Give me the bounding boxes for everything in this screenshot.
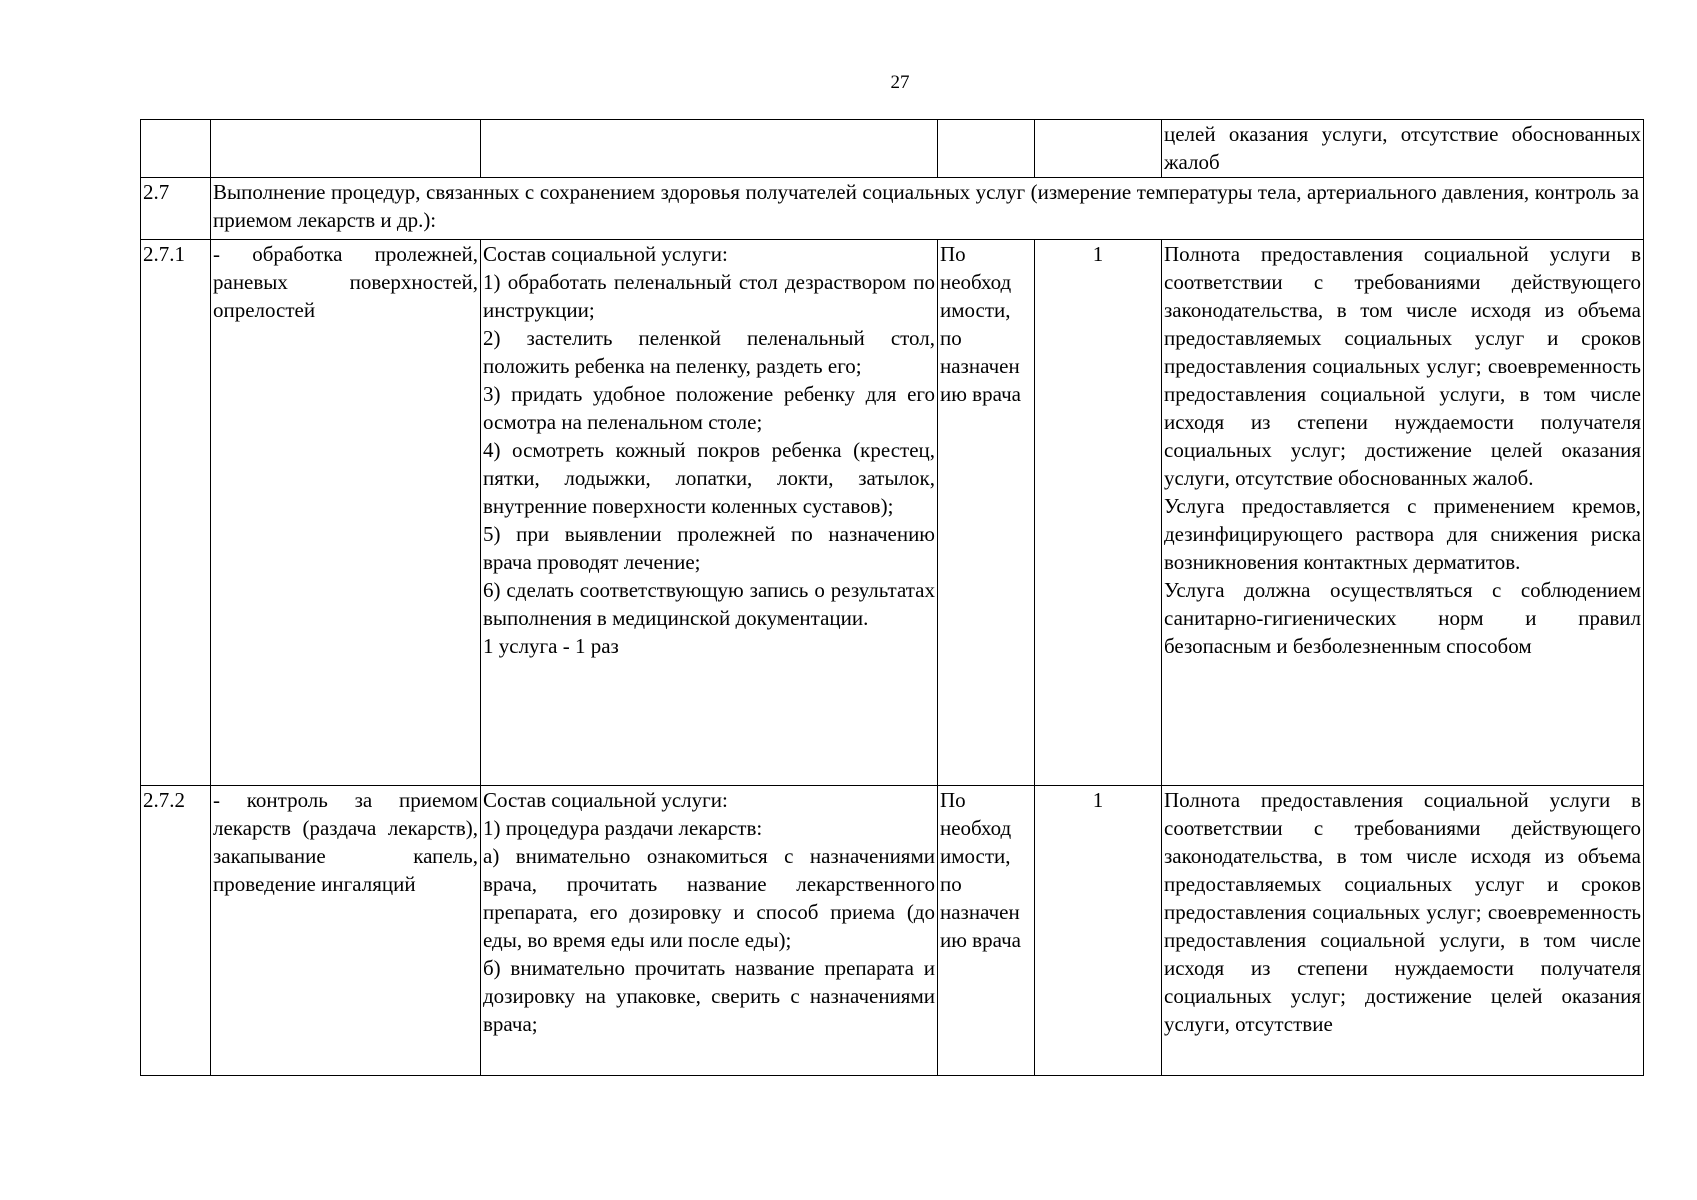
cell-num: 2.7 [141,178,211,240]
services-table [140,119,1644,1076]
table-row [141,178,1644,240]
frequency-text: По необход имости, по назначен ию врача [940,788,1021,952]
cell-num [141,120,211,178]
table-row [141,240,1644,786]
cell-quality [1162,120,1644,178]
desc-line: 5) при выявлении пролежней по назначению врача проводят лечение; [483,522,935,574]
section-title [211,178,1644,240]
desc-line: б) внимательно прочитать название препарата и дозировку на упаковке, сверить с назначениями врача; [483,956,935,1036]
desc-line: Состав социальной услуги: [483,242,728,266]
quality-text: целей оказания услуги, отсутствие обоснованных жалоб [1164,122,1641,174]
quality-text: Полнота предоставления социальной услуги в соответствии с требованиями действующего законодательства, в том числе исходя из объема предоставляемых социальных услуг и сроков предоставления социальных услуг; своевременность предоставления социальной услуги, в том числе исходя из степени нуждаемости получателя социальных услуг; достижение целей оказания услуги, отсутствие [1164,788,1641,1036]
cell-unit: 1 [1035,786,1162,1076]
cell-unit: 1 [1035,240,1162,786]
cell-freq [938,240,1035,786]
desc-line: 1) процедура раздачи лекарств: [483,816,763,840]
cell-num: 2.7.2 [141,786,211,1076]
desc-line: 1) обработать пеленальный стол дезраствором по инструкции; [483,270,935,322]
cell-freq [938,786,1035,1076]
cell-desc [481,240,938,786]
quality-text: Услуга должна осуществляться с соблюдением санитарно-гигиенических норм и правил безопасным и безболезненным способом [1164,578,1641,658]
section-title-text: Выполнение процедур, связанных с сохранением здоровья получателей социальных услуг (измерение температуры тела, артериального давления, контроль за приемом лекарств и др.): [213,180,1639,232]
cell-quality [1162,786,1644,1076]
desc-line: 2) застелить пеленкой пеленальный стол, положить ребенка на пеленку, раздеть его; [483,326,935,378]
cell-name [211,786,481,1076]
cell-desc [481,786,938,1076]
cell-num: 2.7.1 [141,240,211,786]
desc-line: 6) сделать соответствующую запись о результатах выполнения в медицинской документации. [483,578,935,630]
desc-line: а) внимательно ознакомиться с назначениями врача, прочитать название лекарственного препарата, его дозировку и способ приема (до еды, во время еды или после еды); [483,844,935,952]
service-name: - обработка пролежней, раневых поверхностей, опрелостей [213,242,478,322]
quality-text: Услуга предоставляется с применением кремов, дезинфицирующего раствора для снижения риска возникновения контактных дерматитов. [1164,494,1641,574]
desc-line: Состав социальной услуги: [483,788,728,812]
table-row [141,786,1644,1076]
cell-desc [481,120,938,178]
page-number: 27 [890,72,910,93]
cell-freq [938,120,1035,178]
frequency-text: По необход имости, по назначен ию врача [940,242,1021,406]
desc-line: 1 услуга - 1 раз [483,634,619,658]
cell-name [211,120,481,178]
cell-unit [1035,120,1162,178]
table-row [141,120,1644,178]
quality-text: Полнота предоставления социальной услуги в соответствии с требованиями действующего законодательства, в том числе исходя из объема предоставляемых социальных услуг и сроков предоставления социальных услуг; своевременность предоставления социальной услуги, в том числе исходя из степени нуждаемости получателя социальных услуг; достижение целей оказания услуги, отсутствие обоснованных жалоб. [1164,242,1641,490]
service-name: - контроль за приемом лекарств (раздача лекарств), закапывание капель, проведение ингаляций [213,788,478,896]
cell-name [211,240,481,786]
desc-line: 3) придать удобное положение ребенку для его осмотра на пеленальном столе; [483,382,935,434]
desc-line: 4) осмотреть кожный покров ребенка (крестец, пятки, лодыжки, лопатки, локти, затылок, внутренние поверхности коленных суставов); [483,438,935,518]
cell-quality [1162,240,1644,786]
